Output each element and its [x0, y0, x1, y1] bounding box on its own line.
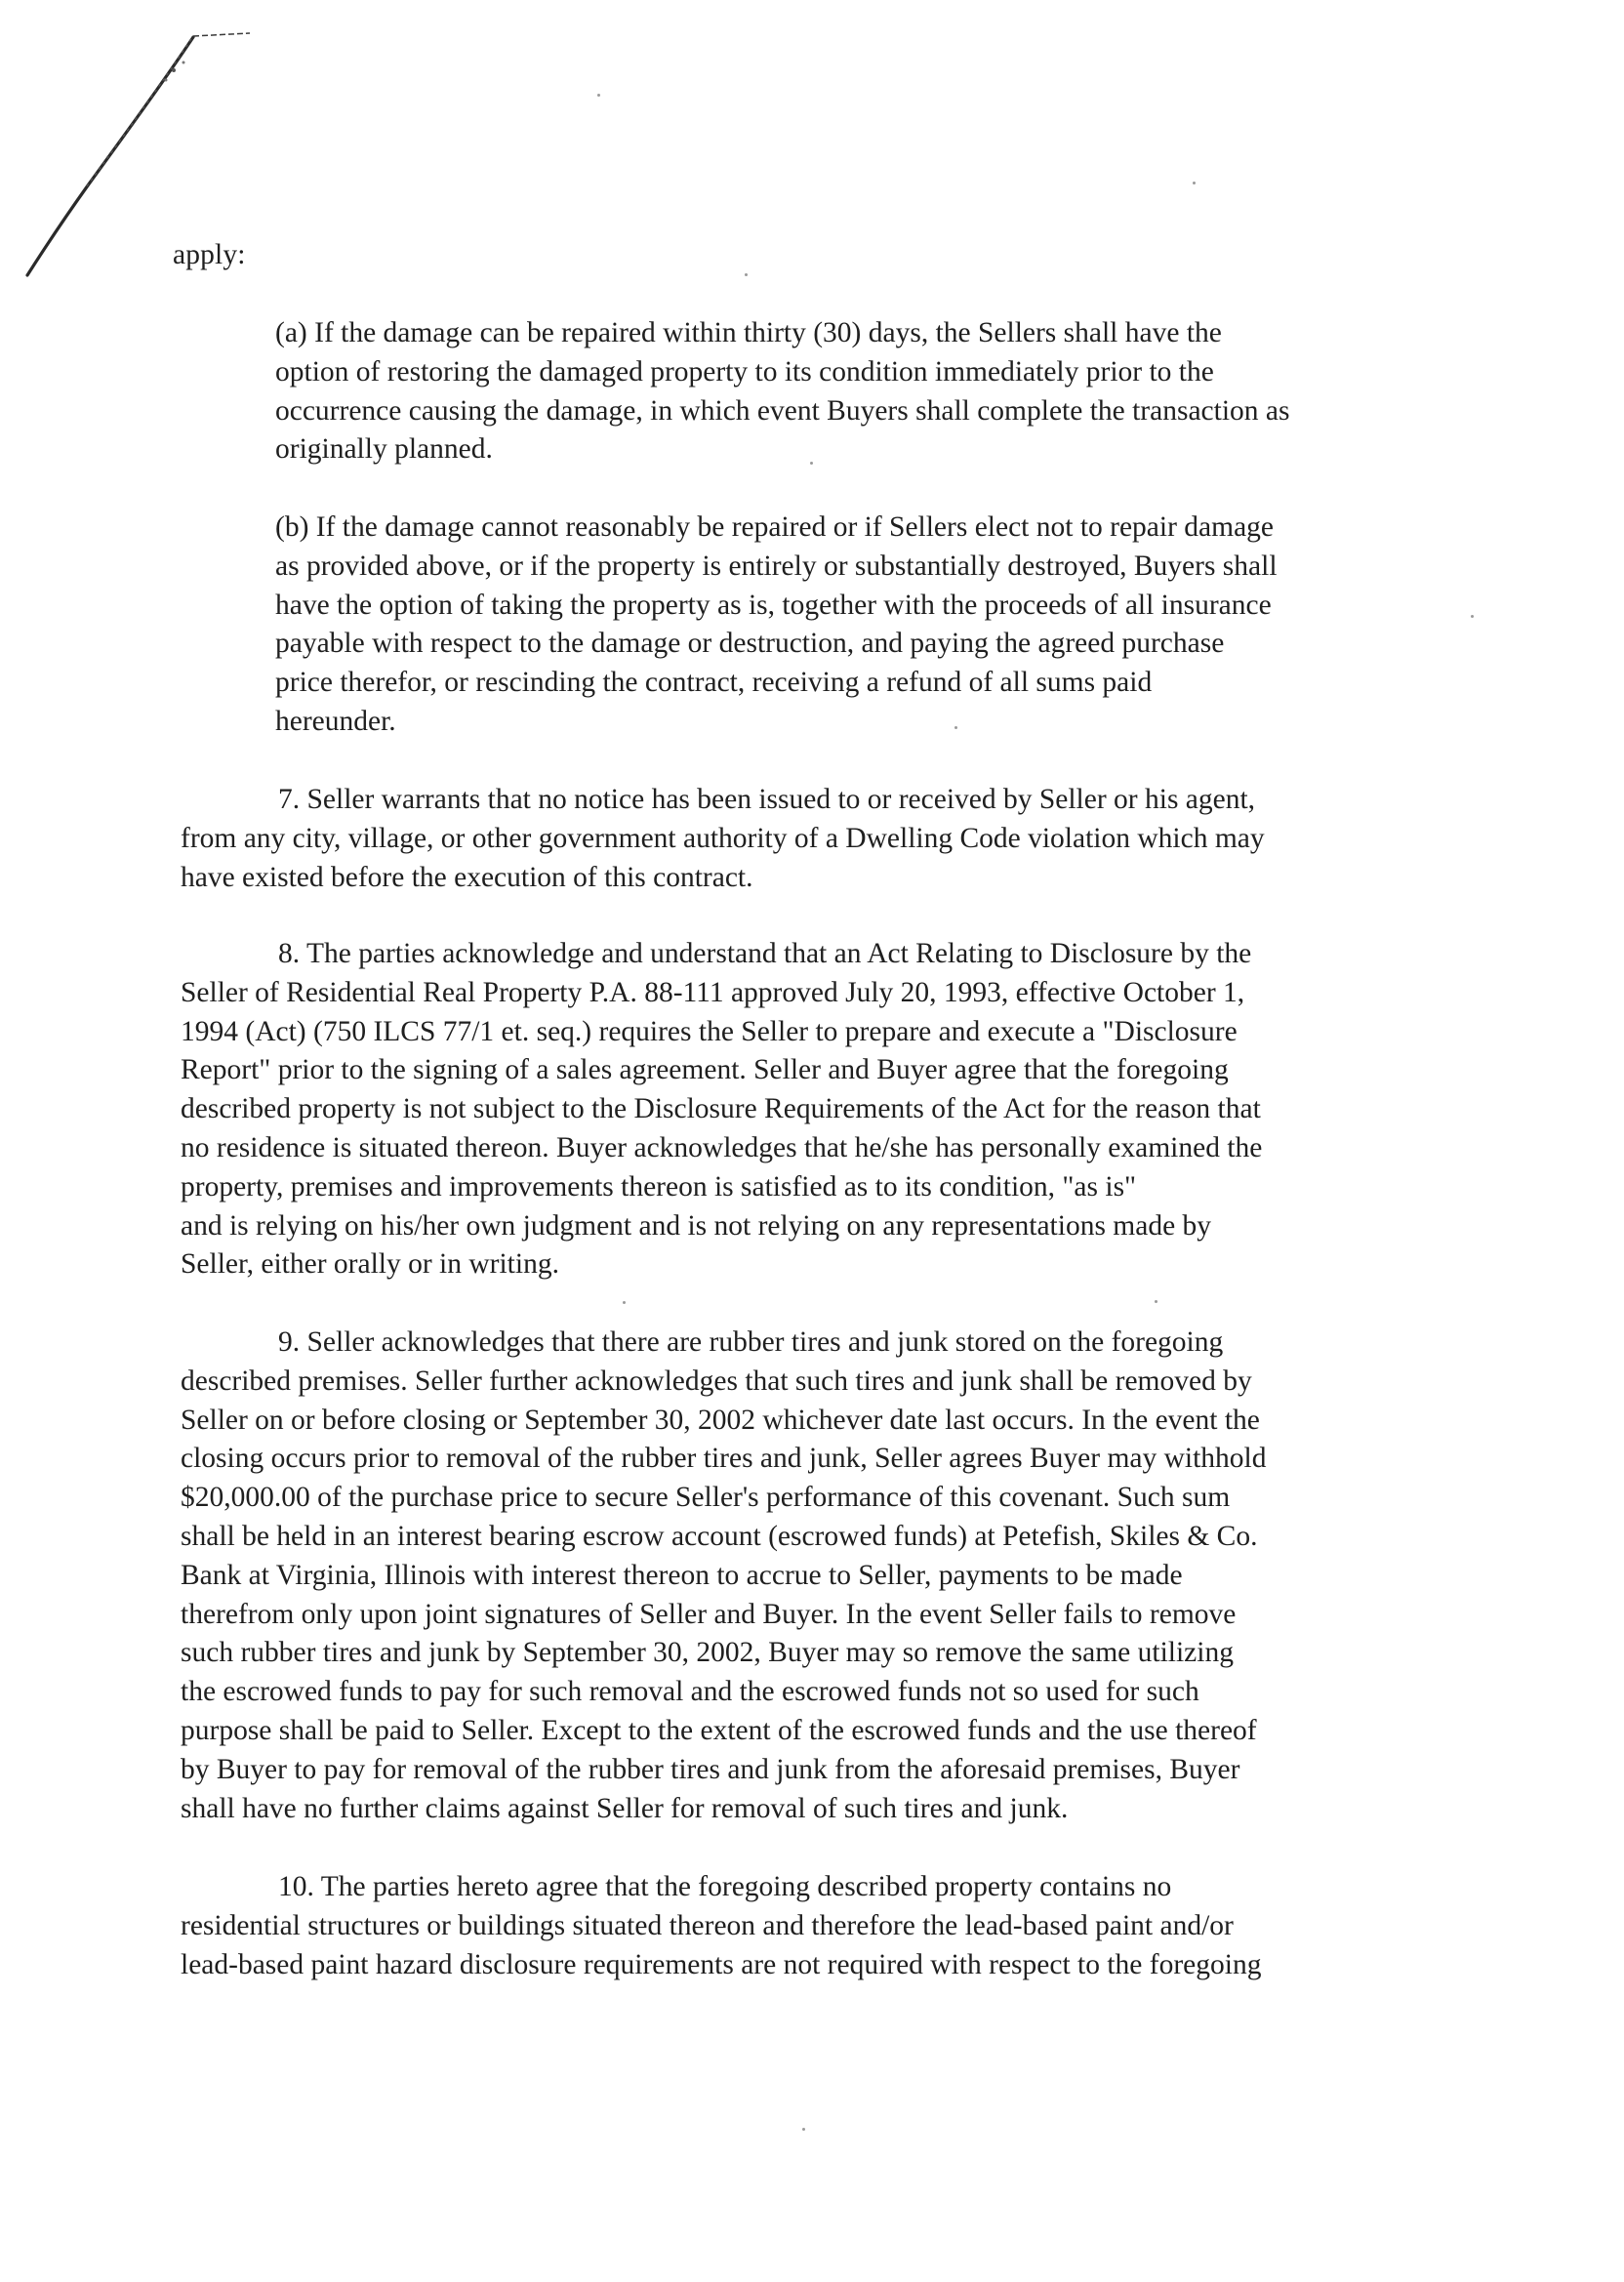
text-line: Bank at Virginia, Illinois with interest thereon to accrue to Seller, payments to be made: [181, 1559, 1183, 1591]
scan-speck: [623, 1301, 626, 1304]
text-line: 9. Seller acknowledges that there are rubber tires and junk stored on the foregoing: [278, 1326, 1224, 1358]
text-line: no residence is situated thereon. Buyer acknowledges that he/she has personally examined the: [181, 1131, 1263, 1163]
text-line: (a) If the damage can be repaired within thirty (30) days, the Sellers shall have the: [275, 317, 1222, 348]
text-line: by Buyer to pay for removal of the rubber tires and junk from the aforesaid premises, Buyer: [181, 1753, 1240, 1785]
paragraph-9: [181, 1324, 1449, 1828]
text-line: from any city, village, or other government authority of a Dwelling Code violation which may: [181, 822, 1265, 854]
text-line: shall have no further claims against Seller for removal of such tires and junk.: [181, 1792, 1069, 1824]
text-line: have the option of taking the property as is, together with the proceeds of all insurance: [275, 589, 1272, 621]
text-line: occurrence causing the damage, in which event Buyers shall complete the transaction as: [275, 394, 1290, 427]
paragraph-10: [181, 1868, 1449, 1984]
text-line: closing occurs prior to removal of the rubber tires and junk, Seller agrees Buyer may withhold: [181, 1443, 1267, 1475]
text-line: have existed before the execution of this contract.: [181, 861, 753, 893]
text-line: 10. The parties hereto agree that the foregoing described property contains no: [278, 1871, 1172, 1902]
text-line: as provided above, or if the property is entirely or substantially destroyed, Buyers shall: [275, 550, 1278, 582]
text-line: Seller of Residential Real Property P.A. 88-111 approved July 20, 1993, effective October 1,: [181, 976, 1245, 1008]
text-line: described property is not subject to the Disclosure Requirements of the Act for the reason that: [181, 1093, 1261, 1125]
text-line: price therefor, or rescinding the contract, receiving a refund of all sums paid: [275, 667, 1153, 699]
paragraph-8: [181, 935, 1449, 1284]
text-line: hereunder.: [275, 705, 396, 737]
text-line: 1994 (Act) (750 ILCS 77/1 et. seq.) requires the Seller to prepare and execute a "Disclosure: [181, 1015, 1238, 1047]
text-line: the escrowed funds to pay for such removal and the escrowed funds not so used for such: [181, 1676, 1199, 1708]
text-line: residential structures or buildings situated thereon and therefore the lead-based paint and/or: [181, 1909, 1234, 1941]
subparagraph-b: [275, 509, 1456, 742]
text-line: purpose shall be paid to Seller. Except to the extent of the escrowed funds and the use thereof: [181, 1714, 1257, 1746]
scan-speck: [1471, 615, 1474, 618]
text-line: originally planned.: [275, 433, 493, 466]
text-line: payable with respect to the damage or destruction, and paying the agreed purchase: [275, 628, 1225, 660]
text-line: such rubber tires and junk by September 30, 2002, Buyer may so remove the same utilizing: [181, 1637, 1234, 1669]
scan-speck: [802, 2128, 805, 2131]
text-line: (b) If the damage cannot reasonably be repaired or if Sellers elect not to repair damage: [275, 511, 1275, 543]
text-line: option of restoring the damaged property to its condition immediately prior to the: [275, 355, 1214, 387]
subparagraph-a: [275, 314, 1456, 469]
text-line: 7. Seller warrants that no notice has been issued to or received by Seller or his agent,: [278, 784, 1256, 815]
scan-speck: [1155, 1300, 1157, 1303]
continuation-word: apply:: [173, 239, 246, 270]
text-line: 8. The parties acknowledge and understand that an Act Relating to Disclosure by the: [278, 938, 1252, 969]
text-line: lead-based paint hazard disclosure requirements are not required with respect to the foregoing: [181, 1948, 1262, 1980]
text-line: described premises. Seller further acknowledges that such tires and junk shall be removed by: [181, 1365, 1252, 1397]
paragraph-7: [181, 781, 1449, 897]
scan-speck: [1193, 182, 1196, 184]
scan-speck: [597, 94, 600, 97]
text-line: Seller, either orally or in writing.: [181, 1248, 559, 1281]
text-line: shall be held in an interest bearing escrow account (escrowed funds) at Petefish, Skiles & Co.: [181, 1520, 1258, 1552]
text-line: Report" prior to the signing of a sales agreement. Seller and Buyer agree that the foregoing: [181, 1054, 1229, 1086]
text-line: Seller on or before closing or September 30, 2002 whichever date last occurs. In the event the: [181, 1404, 1260, 1436]
text-line: therefrom only upon joint signatures of Seller and Buyer. In the event Seller fails to remove: [181, 1598, 1237, 1630]
scan-speck: [745, 273, 748, 276]
text-line: and is relying on his/her own judgment and is not relying on any representations made by: [181, 1209, 1212, 1242]
text-line: property, premises and improvements thereon is satisfied as to its condition, "as is": [181, 1170, 1137, 1202]
text-line: $20,000.00 of the purchase price to secure Seller's performance of this covenant. Such sum: [181, 1482, 1231, 1514]
